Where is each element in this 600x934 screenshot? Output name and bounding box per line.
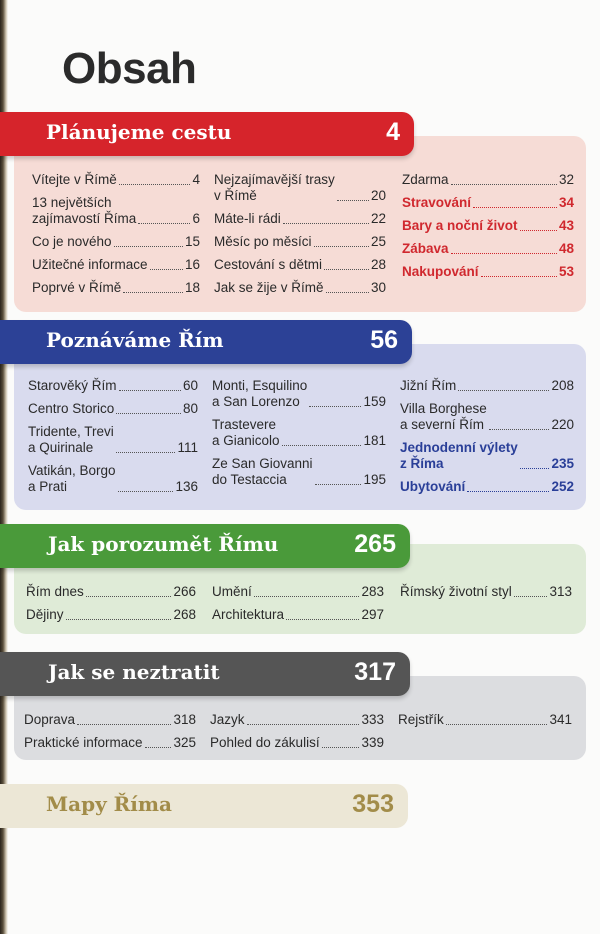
dot-leader <box>324 269 369 270</box>
toc-entry-page: 22 <box>370 211 386 226</box>
dot-leader <box>138 223 190 224</box>
toc-entry[interactable] <box>26 607 196 623</box>
toc-entry[interactable] <box>400 479 574 495</box>
dot-leader <box>66 619 172 620</box>
dot-leader <box>467 491 549 492</box>
toc-entry-page: 195 <box>363 472 386 487</box>
section-title: Mapy Říma <box>46 792 173 816</box>
dot-leader <box>145 747 172 748</box>
toc-entry[interactable] <box>400 401 574 433</box>
toc-entry-page: 6 <box>192 211 200 226</box>
toc-entry[interactable] <box>24 735 196 751</box>
toc-entry[interactable] <box>400 584 572 600</box>
toc-entry-page: 111 <box>177 440 198 455</box>
toc-entry-title: Jižní Řím <box>400 378 457 393</box>
toc-entry[interactable] <box>402 172 574 188</box>
toc-entry-page: 208 <box>551 378 574 393</box>
toc-entry-page: 297 <box>361 607 384 622</box>
toc-entry-title: Stravování <box>402 195 472 210</box>
toc-entry-title: Praktické informace <box>24 735 143 750</box>
toc-entry-page: 220 <box>551 417 574 432</box>
toc-entry-title: Umění <box>212 584 252 599</box>
toc-entry-page: 25 <box>370 234 386 249</box>
toc-entry-title: Cestování s dětmi <box>214 257 323 272</box>
toc-entry-page: 60 <box>182 378 198 393</box>
dot-leader <box>314 246 369 247</box>
toc-entry-title: Jazyk <box>210 712 245 727</box>
toc-entry-page: 53 <box>558 264 574 279</box>
section-header[interactable] <box>0 652 410 696</box>
section-planujeme <box>0 112 600 312</box>
toc-entry[interactable] <box>212 584 384 600</box>
dot-leader <box>458 390 549 391</box>
toc-entry-title: Dějiny <box>26 607 64 622</box>
toc-entry-title: Tridente, Trevi a Quirinale <box>28 424 114 455</box>
toc-entry-title: Centro Storico <box>28 401 115 416</box>
dot-leader <box>77 724 171 725</box>
dot-leader <box>315 484 362 485</box>
toc-entry-title: Nakupování <box>402 264 479 279</box>
toc-entry-title: Ze San Giovanni do Testaccia <box>212 456 313 487</box>
toc-entry-page: 80 <box>182 401 198 416</box>
section-page: 265 <box>354 530 396 558</box>
toc-entry-title: Vatikán, Borgo a Prati <box>28 463 116 494</box>
toc-entry-title: Bary a noční život <box>402 218 518 233</box>
section-neztratit <box>0 652 600 760</box>
dot-leader <box>150 269 183 270</box>
section-header[interactable] <box>0 320 412 364</box>
toc-entry-title: Římský životní styl <box>400 584 512 599</box>
toc-column <box>214 172 386 303</box>
toc-column <box>400 378 574 502</box>
toc-entry[interactable] <box>402 195 574 211</box>
dot-leader <box>451 253 557 254</box>
section-header[interactable] <box>0 784 408 828</box>
toc-entry-title: Ubytování <box>400 479 466 494</box>
dot-leader <box>116 413 181 414</box>
toc-entry-page: 34 <box>558 195 574 210</box>
dot-leader <box>309 406 361 407</box>
dot-leader <box>520 230 557 231</box>
section-title: Jak se neztratit <box>48 660 220 684</box>
dot-leader <box>283 223 369 224</box>
toc-entry-page: 333 <box>361 712 384 727</box>
toc-entry-page: 15 <box>184 234 200 249</box>
dot-leader <box>116 452 176 453</box>
section-page: 4 <box>386 118 400 146</box>
toc-column <box>24 712 196 758</box>
toc-entry[interactable] <box>214 280 386 296</box>
toc-entry-title: Jednodenní výlety z Říma <box>400 440 518 471</box>
toc-entry[interactable] <box>32 280 200 296</box>
toc-entry-page: 48 <box>558 241 574 256</box>
toc-entry-title: Zdarma <box>402 172 449 187</box>
toc-entry[interactable] <box>32 257 200 273</box>
dot-leader <box>337 200 369 201</box>
dot-leader <box>123 292 183 293</box>
toc-entry[interactable] <box>28 378 198 394</box>
toc-entry-title: Poprvé v Římě <box>32 280 122 295</box>
toc-column <box>398 712 572 735</box>
toc-entry[interactable] <box>214 172 386 204</box>
dot-leader <box>514 596 548 597</box>
toc-entry[interactable] <box>398 712 572 728</box>
toc-entry-page: 341 <box>549 712 572 727</box>
dot-leader <box>282 445 362 446</box>
section-header[interactable] <box>0 112 414 156</box>
section-title: Jak porozumět Římu <box>48 532 279 556</box>
toc-entry-title: Architektura <box>212 607 285 622</box>
toc-column <box>28 378 198 502</box>
dot-leader <box>118 491 174 492</box>
section-page: 56 <box>370 326 398 354</box>
toc-entry[interactable] <box>24 712 196 728</box>
toc-entry-title: Nejzajímavější trasy v Římě <box>214 172 335 203</box>
toc-entry[interactable] <box>212 607 384 623</box>
toc-entry-page: 339 <box>361 735 384 750</box>
toc-entry[interactable] <box>214 234 386 250</box>
toc-entry[interactable] <box>210 712 384 728</box>
toc-entry-title: Pohled do zákulisí <box>210 735 320 750</box>
toc-entry[interactable] <box>210 735 384 751</box>
dot-leader <box>489 429 550 430</box>
toc-entry-title: Měsíc po měsíci <box>214 234 312 249</box>
toc-entry-page: 32 <box>558 172 574 187</box>
toc-entry-title: Doprava <box>24 712 76 727</box>
toc-entry-title: Máte-li rádi <box>214 211 281 226</box>
dot-leader <box>322 747 360 748</box>
toc-entry-page: 325 <box>173 735 196 750</box>
toc-entry[interactable] <box>32 195 200 227</box>
toc-column <box>402 172 574 287</box>
dot-leader <box>114 246 183 247</box>
section-title: Poznáváme Řím <box>46 328 224 352</box>
toc-entry-title: Monti, Esquilino a San Lorenzo <box>212 378 308 409</box>
toc-entry[interactable] <box>28 401 198 417</box>
dot-leader <box>254 596 360 597</box>
toc-entry-page: 313 <box>549 584 572 599</box>
section-porozumet <box>0 524 600 634</box>
toc-entry-title: Užitečné informace <box>32 257 148 272</box>
dot-leader <box>473 207 557 208</box>
toc-entry-title: Jak se žije v Římě <box>214 280 324 295</box>
toc-entry-page: 283 <box>361 584 384 599</box>
toc-entry-page: 30 <box>370 280 386 295</box>
toc-entry[interactable] <box>28 424 198 456</box>
dot-leader <box>446 724 548 725</box>
toc-column <box>210 712 384 758</box>
dot-leader <box>247 724 360 725</box>
toc-entry-title: Trastevere a Gianicolo <box>212 417 280 448</box>
section-page: 353 <box>352 790 394 818</box>
section-page: 317 <box>354 658 396 686</box>
dot-leader <box>86 596 172 597</box>
toc-entry-page: 43 <box>558 218 574 233</box>
toc-entry-title: Starověký Řím <box>28 378 117 393</box>
toc-entry[interactable] <box>212 417 386 449</box>
dot-leader <box>326 292 369 293</box>
section-header[interactable] <box>0 524 410 568</box>
toc-entry-page: 268 <box>173 607 196 622</box>
toc-column <box>212 378 386 495</box>
toc-column <box>32 172 200 303</box>
dot-leader <box>119 390 181 391</box>
toc-entry[interactable] <box>212 378 386 410</box>
dot-leader <box>520 468 550 469</box>
toc-entry[interactable] <box>402 264 574 280</box>
section-title: Plánujeme cestu <box>46 120 232 144</box>
toc-entry-page: 16 <box>184 257 200 272</box>
toc-entry-title: 13 největších zajímavostí Říma <box>32 195 137 226</box>
section-mapy <box>0 784 600 830</box>
toc-entry[interactable] <box>28 463 198 495</box>
toc-entry[interactable] <box>26 584 196 600</box>
toc-entry-page: 235 <box>551 456 574 471</box>
dot-leader <box>481 276 557 277</box>
toc-entry-page: 18 <box>184 280 200 295</box>
toc-entry[interactable] <box>402 218 574 234</box>
toc-entry-page: 136 <box>175 479 198 494</box>
dot-leader <box>451 184 557 185</box>
toc-entry-title: Rejstřík <box>398 712 444 727</box>
toc-entry[interactable] <box>400 440 574 472</box>
toc-entry-title: Řím dnes <box>26 584 84 599</box>
toc-entry[interactable] <box>212 456 386 488</box>
toc-entry-page: 266 <box>173 584 196 599</box>
toc-entry[interactable] <box>214 211 386 227</box>
section-poznavame <box>0 320 600 510</box>
toc-entry[interactable] <box>32 172 200 188</box>
toc-entry[interactable] <box>214 257 386 273</box>
toc-entry-page: 4 <box>192 172 200 187</box>
dot-leader <box>119 184 191 185</box>
toc-entry[interactable] <box>32 234 200 250</box>
toc-entry-title: Co je nového <box>32 234 112 249</box>
page-title: Obsah <box>62 44 197 93</box>
toc-entry-page: 28 <box>370 257 386 272</box>
toc-entry-title: Vítejte v Římě <box>32 172 117 187</box>
toc-column <box>400 584 572 607</box>
toc-entry[interactable] <box>400 378 574 394</box>
toc-column <box>26 584 196 630</box>
dot-leader <box>286 619 359 620</box>
toc-entry[interactable] <box>402 241 574 257</box>
toc-entry-page: 20 <box>370 188 386 203</box>
toc-entry-page: 181 <box>363 433 386 448</box>
toc-entry-title: Villa Borghese a severní Řím <box>400 401 487 432</box>
toc-entry-page: 318 <box>173 712 196 727</box>
toc-entry-page: 159 <box>363 394 386 409</box>
toc-entry-page: 252 <box>551 479 574 494</box>
toc-entry-title: Zábava <box>402 241 449 256</box>
toc-column <box>212 584 384 630</box>
